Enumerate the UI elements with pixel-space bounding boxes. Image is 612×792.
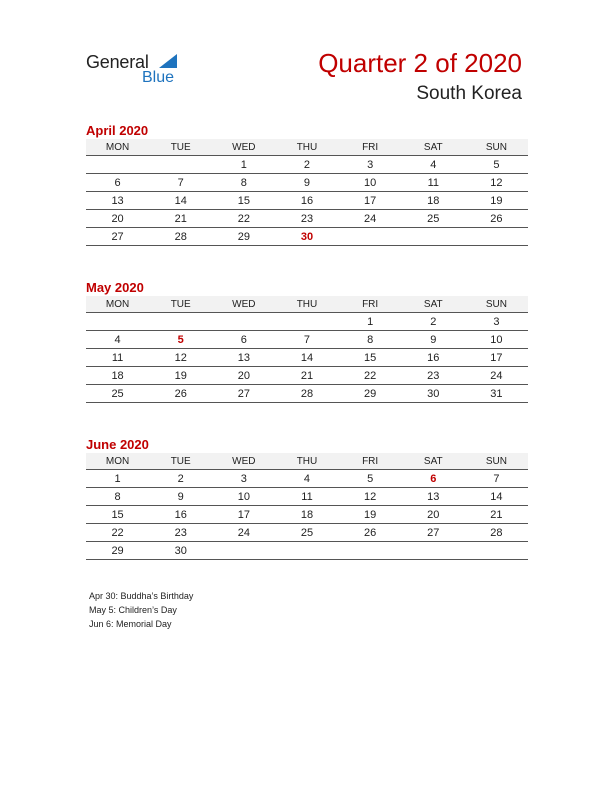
day-cell: 5 (339, 470, 402, 488)
empty-day-cell (339, 228, 402, 246)
day-cell: 8 (339, 331, 402, 349)
day-cell: 29 (339, 385, 402, 403)
day-cell: 2 (275, 156, 338, 174)
day-cell: 17 (212, 506, 275, 524)
empty-day-cell (465, 228, 528, 246)
weekday-header: WED (212, 453, 275, 470)
weekday-header: FRI (339, 296, 402, 313)
day-cell: 17 (339, 192, 402, 210)
weekday-header: MON (86, 139, 149, 156)
brand-word-general: General (86, 52, 149, 72)
week-row (86, 542, 528, 560)
weekday-header: FRI (339, 139, 402, 156)
day-cell: 20 (212, 367, 275, 385)
day-cell: 3 (465, 313, 528, 331)
week-row (86, 349, 528, 367)
day-cell: 25 (402, 210, 465, 228)
week-row (86, 313, 528, 331)
day-cell: 9 (149, 488, 212, 506)
day-cell: 13 (212, 349, 275, 367)
day-cell: 25 (275, 524, 338, 542)
week-row (86, 470, 528, 488)
empty-day-cell (402, 228, 465, 246)
day-cell: 20 (402, 506, 465, 524)
day-cell: 28 (149, 228, 212, 246)
week-row (86, 385, 528, 403)
day-cell: 27 (212, 385, 275, 403)
page-title: Quarter 2 of 2020 (318, 48, 522, 78)
weekday-header: WED (212, 296, 275, 313)
day-cell: 2 (149, 470, 212, 488)
weekday-header: TUE (149, 453, 212, 470)
empty-day-cell (86, 313, 149, 331)
day-cell: 15 (212, 192, 275, 210)
day-cell: 14 (149, 192, 212, 210)
country-name: South Korea (416, 83, 522, 104)
month-calendar-grid (86, 296, 528, 403)
day-cell: 19 (339, 506, 402, 524)
weekday-header: FRI (339, 453, 402, 470)
day-cell: 12 (149, 349, 212, 367)
day-cell: 6 (212, 331, 275, 349)
day-cell: 29 (212, 228, 275, 246)
day-cell: 22 (339, 367, 402, 385)
day-cell: 7 (275, 331, 338, 349)
month-calendar-grid (86, 139, 528, 246)
day-cell: 27 (402, 524, 465, 542)
day-cell: 8 (212, 174, 275, 192)
day-cell: 11 (275, 488, 338, 506)
day-cell: 26 (339, 524, 402, 542)
week-row (86, 506, 528, 524)
brand-word-blue: Blue (142, 69, 175, 86)
day-cell: 5 (149, 331, 212, 349)
day-cell: 2 (402, 313, 465, 331)
day-cell: 18 (402, 192, 465, 210)
day-cell: 19 (149, 367, 212, 385)
week-row (86, 210, 528, 228)
day-cell: 8 (86, 488, 149, 506)
empty-day-cell (465, 542, 528, 560)
weekday-header: MON (86, 453, 149, 470)
week-row (86, 331, 528, 349)
day-cell: 28 (275, 385, 338, 403)
day-cell: 18 (86, 367, 149, 385)
month-calendar-grid (86, 453, 528, 560)
weekday-header: TUE (149, 139, 212, 156)
month-block-may (86, 279, 528, 403)
month-block-june (86, 436, 528, 560)
day-cell: 4 (86, 331, 149, 349)
day-cell: 12 (339, 488, 402, 506)
day-cell: 7 (465, 470, 528, 488)
day-cell: 7 (149, 174, 212, 192)
week-row (86, 367, 528, 385)
week-row (86, 174, 528, 192)
weekday-header: MON (86, 296, 149, 313)
day-cell: 21 (465, 506, 528, 524)
day-cell: 24 (212, 524, 275, 542)
brand-logo (86, 52, 196, 90)
day-cell: 3 (212, 470, 275, 488)
holiday-notes (89, 589, 193, 631)
day-cell: 10 (339, 174, 402, 192)
weekday-header: THU (275, 453, 338, 470)
weekday-header: SAT (402, 296, 465, 313)
weekday-header: SAT (402, 453, 465, 470)
day-cell: 11 (402, 174, 465, 192)
day-cell: 25 (86, 385, 149, 403)
weekday-header: TUE (149, 296, 212, 313)
day-cell: 5 (465, 156, 528, 174)
day-cell: 30 (149, 542, 212, 560)
day-cell: 14 (275, 349, 338, 367)
day-cell: 10 (465, 331, 528, 349)
empty-day-cell (149, 313, 212, 331)
empty-day-cell (402, 542, 465, 560)
day-cell: 16 (149, 506, 212, 524)
day-cell: 24 (339, 210, 402, 228)
brand-triangle-icon (159, 54, 177, 68)
day-cell: 29 (86, 542, 149, 560)
weekday-header: SAT (402, 139, 465, 156)
day-cell: 26 (149, 385, 212, 403)
day-cell: 12 (465, 174, 528, 192)
day-cell: 26 (465, 210, 528, 228)
day-cell: 19 (465, 192, 528, 210)
day-cell: 14 (465, 488, 528, 506)
day-cell: 11 (86, 349, 149, 367)
holiday-note: May 5: Children’s Day (89, 605, 177, 615)
weekday-header: SUN (465, 453, 528, 470)
empty-day-cell (149, 156, 212, 174)
day-cell: 1 (339, 313, 402, 331)
day-cell: 9 (402, 331, 465, 349)
day-cell: 4 (402, 156, 465, 174)
day-cell: 1 (212, 156, 275, 174)
weekday-header: WED (212, 139, 275, 156)
day-cell: 23 (275, 210, 338, 228)
weekday-header: SUN (465, 139, 528, 156)
month-title: June 2020 (86, 437, 149, 452)
week-row (86, 156, 528, 174)
weekday-header: THU (275, 139, 338, 156)
day-cell: 18 (275, 506, 338, 524)
day-cell: 22 (212, 210, 275, 228)
month-title: May 2020 (86, 280, 144, 295)
weekday-header: THU (275, 296, 338, 313)
weekday-header: SUN (465, 296, 528, 313)
day-cell: 27 (86, 228, 149, 246)
empty-day-cell (212, 313, 275, 331)
day-cell: 3 (339, 156, 402, 174)
day-cell: 30 (275, 228, 338, 246)
holiday-note: Apr 30: Buddha’s Birthday (89, 591, 194, 601)
day-cell: 13 (86, 192, 149, 210)
week-row (86, 524, 528, 542)
day-cell: 24 (465, 367, 528, 385)
day-cell: 21 (149, 210, 212, 228)
day-cell: 9 (275, 174, 338, 192)
day-cell: 30 (402, 385, 465, 403)
empty-day-cell (275, 542, 338, 560)
month-block-april (86, 122, 528, 246)
day-cell: 22 (86, 524, 149, 542)
day-cell: 15 (339, 349, 402, 367)
day-cell: 10 (212, 488, 275, 506)
empty-day-cell (86, 156, 149, 174)
day-cell: 13 (402, 488, 465, 506)
week-row (86, 488, 528, 506)
day-cell: 28 (465, 524, 528, 542)
day-cell: 31 (465, 385, 528, 403)
day-cell: 21 (275, 367, 338, 385)
day-cell: 4 (275, 470, 338, 488)
empty-day-cell (339, 542, 402, 560)
holiday-note: Jun 6: Memorial Day (89, 619, 172, 629)
month-title: April 2020 (86, 123, 149, 138)
day-cell: 16 (275, 192, 338, 210)
week-row (86, 228, 528, 246)
empty-day-cell (212, 542, 275, 560)
day-cell: 20 (86, 210, 149, 228)
day-cell: 15 (86, 506, 149, 524)
day-cell: 16 (402, 349, 465, 367)
day-cell: 1 (86, 470, 149, 488)
day-cell: 6 (86, 174, 149, 192)
day-cell: 23 (402, 367, 465, 385)
day-cell: 17 (465, 349, 528, 367)
day-cell: 23 (149, 524, 212, 542)
week-row (86, 192, 528, 210)
empty-day-cell (275, 313, 338, 331)
day-cell: 6 (402, 470, 465, 488)
